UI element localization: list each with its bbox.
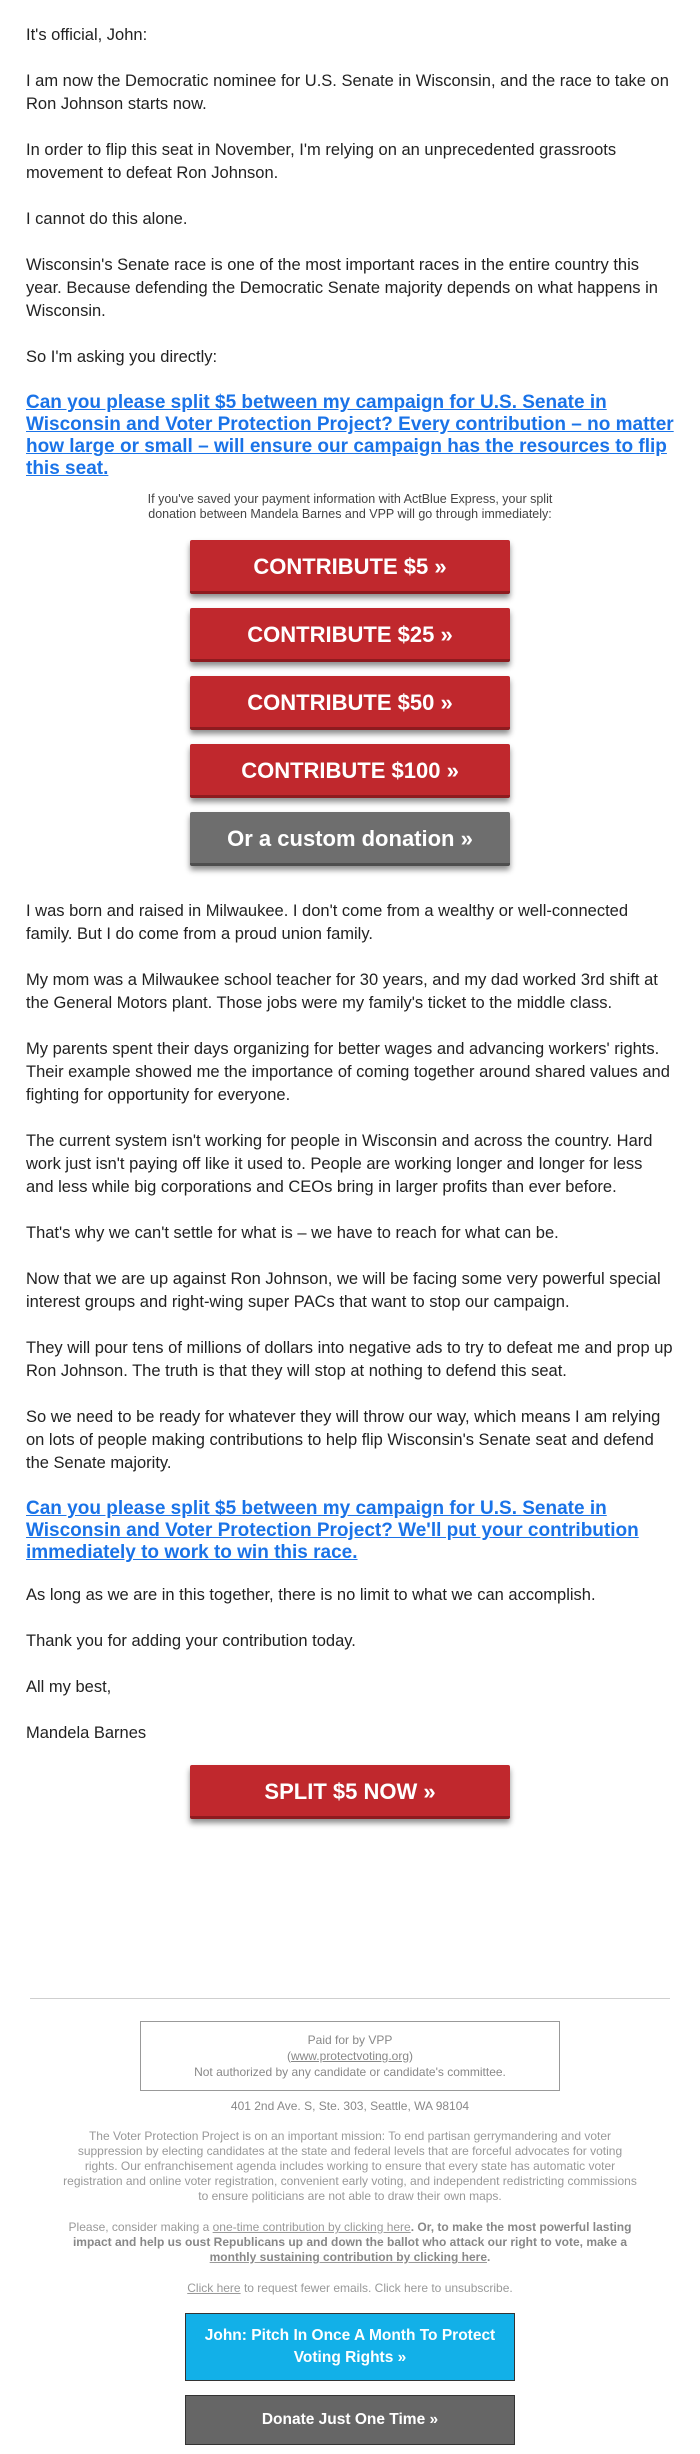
contribute-25-button[interactable]: CONTRIBUTE $25 » <box>190 608 510 662</box>
monthly-donation-button[interactable]: John: Pitch In Once A Month To Protect Voting Rights » <box>185 2313 515 2381</box>
one-time-contribution-link[interactable]: one-time contribution by clicking here <box>212 2220 411 2234</box>
split-donation-link-2[interactable]: Can you please split $5 between my campaign for U.S. Senate in Wisconsin and Voter Protection Project? We'll put your contribution immediately to work to win this race. <box>26 1498 639 1563</box>
paragraph: Thank you for adding your contribution today. <box>26 1632 356 1650</box>
footer <box>30 1998 670 2445</box>
mailing-address: 401 2nd Ave. S, Ste. 303, Seattle, WA 98104 <box>230 2099 470 2113</box>
contribute-100-button[interactable]: CONTRIBUTE $100 » <box>190 744 510 798</box>
paragraph: My parents spent their days organizing for better wages and advancing workers' rights. Their example showed me the importance of coming together around shared values and fighting for opportunity for everyone. <box>26 1040 670 1104</box>
paragraph: In order to flip this seat in November, I'm relying on an unprecedented grassroots movement to defeat Ron Johnson. <box>26 141 617 182</box>
paragraph: My mom was a Milwaukee school teacher for 30 years, and my dad worked 3rd shift at the General Motors plant. Those jobs were my family's ticket to the middle class. <box>26 971 658 1012</box>
not-authorized-line: Not authorized by any candidate or candidate's committee. <box>194 2065 506 2079</box>
mission-statement: The Voter Protection Project is on an important mission: To end partisan gerrymandering and voter suppression by electing candidates at the state and federal levels that are forceful advocates for voting rights. Our enfranchisement agenda includes working to ensure that every state has automatic voter registration and online voter registration, convenient early voting, and independent redistricting commissions to ensure politicians are not able to draw their own maps. <box>63 2129 637 2203</box>
paragraph: So we need to be ready for whatever they will throw our way, which means I am relying on lots of people making contributions to help flip Wisconsin's Senate seat and defend the Senate majority. <box>26 1408 661 1472</box>
consider-contribution-text: Please, consider making a one-time contribution by clicking here. Or, to make the most powerful lasting impact and help us oust Republicans up and down the ballot who attack our right to vote, make a monthly sustaining contribution by clicking here. <box>68 2220 632 2264</box>
paragraph: Now that we are up against Ron Johnson, we will be facing some very powerful special interest groups and right-wing super PACs that want to stop our campaign. <box>26 1270 661 1311</box>
paragraph: Wisconsin's Senate race is one of the most important races in the entire country this year. Because defending the Democratic Senate majority depends on what happens in Wisconsin. <box>26 256 658 320</box>
unsubscribe-line: Click here to request fewer emails. Click here to unsubscribe. <box>187 2281 513 2295</box>
paid-for-box: Paid for by VPP (www.protectvoting.org) Not authorized by any candidate or candidate's committee. <box>140 2021 560 2091</box>
custom-donation-button[interactable]: Or a custom donation » <box>190 812 510 866</box>
fewer-emails-link[interactable]: Click here <box>187 2281 241 2295</box>
signature-name: Mandela Barnes <box>26 1724 147 1742</box>
one-time-donation-button[interactable]: Donate Just One Time » <box>185 2395 515 2445</box>
salutation: It's official, John: <box>26 26 148 44</box>
paragraph: So I'm asking you directly: <box>26 348 218 366</box>
monthly-contribution-link[interactable]: monthly sustaining contribution by clicking here <box>209 2250 487 2264</box>
paragraph: They will pour tens of millions of dollars into negative ads to try to defeat me and prop up Ron Johnson. The truth is that they will stop at nothing to defend this seat. <box>26 1339 673 1380</box>
paragraph: I was born and raised in Milwaukee. I don't come from a wealthy or well-connected family. But I do come from a proud union family. <box>26 902 629 943</box>
paragraph: I cannot do this alone. <box>26 210 188 228</box>
paragraph: That's why we can't settle for what is – we have to reach for what can be. <box>26 1224 559 1242</box>
website-link[interactable]: www.protectvoting.org <box>290 2049 410 2063</box>
paid-for-line: Paid for by VPP <box>307 2033 393 2047</box>
actblue-express-note: If you've saved your payment information with ActBlue Express, your split donation between Mandela Barnes and VPP will go through immediately: <box>147 492 553 521</box>
paragraph: As long as we are in this together, there is no limit to what we can accomplish. <box>26 1586 596 1604</box>
contribute-5-button[interactable]: CONTRIBUTE $5 » <box>190 540 510 594</box>
sign-off: All my best, <box>26 1678 112 1696</box>
split-donation-link[interactable]: Can you please split $5 between my campaign for U.S. Senate in Wisconsin and Voter Protection Project? Every contribution – no matter how large or small – will ensure our campaign has the resources to flip this seat. <box>26 392 674 479</box>
split-5-now-button[interactable]: SPLIT $5 NOW » <box>190 1765 510 1819</box>
paragraph: The current system isn't working for people in Wisconsin and across the country. Hard work just isn't paying off like it used to. People are working longer and longer for less and less while big corporations and CEOs bring in larger profits than ever before. <box>26 1132 653 1196</box>
paragraph: I am now the Democratic nominee for U.S. Senate in Wisconsin, and the race to take on Ron Johnson starts now. <box>26 72 669 113</box>
contribute-50-button[interactable]: CONTRIBUTE $50 » <box>190 676 510 730</box>
